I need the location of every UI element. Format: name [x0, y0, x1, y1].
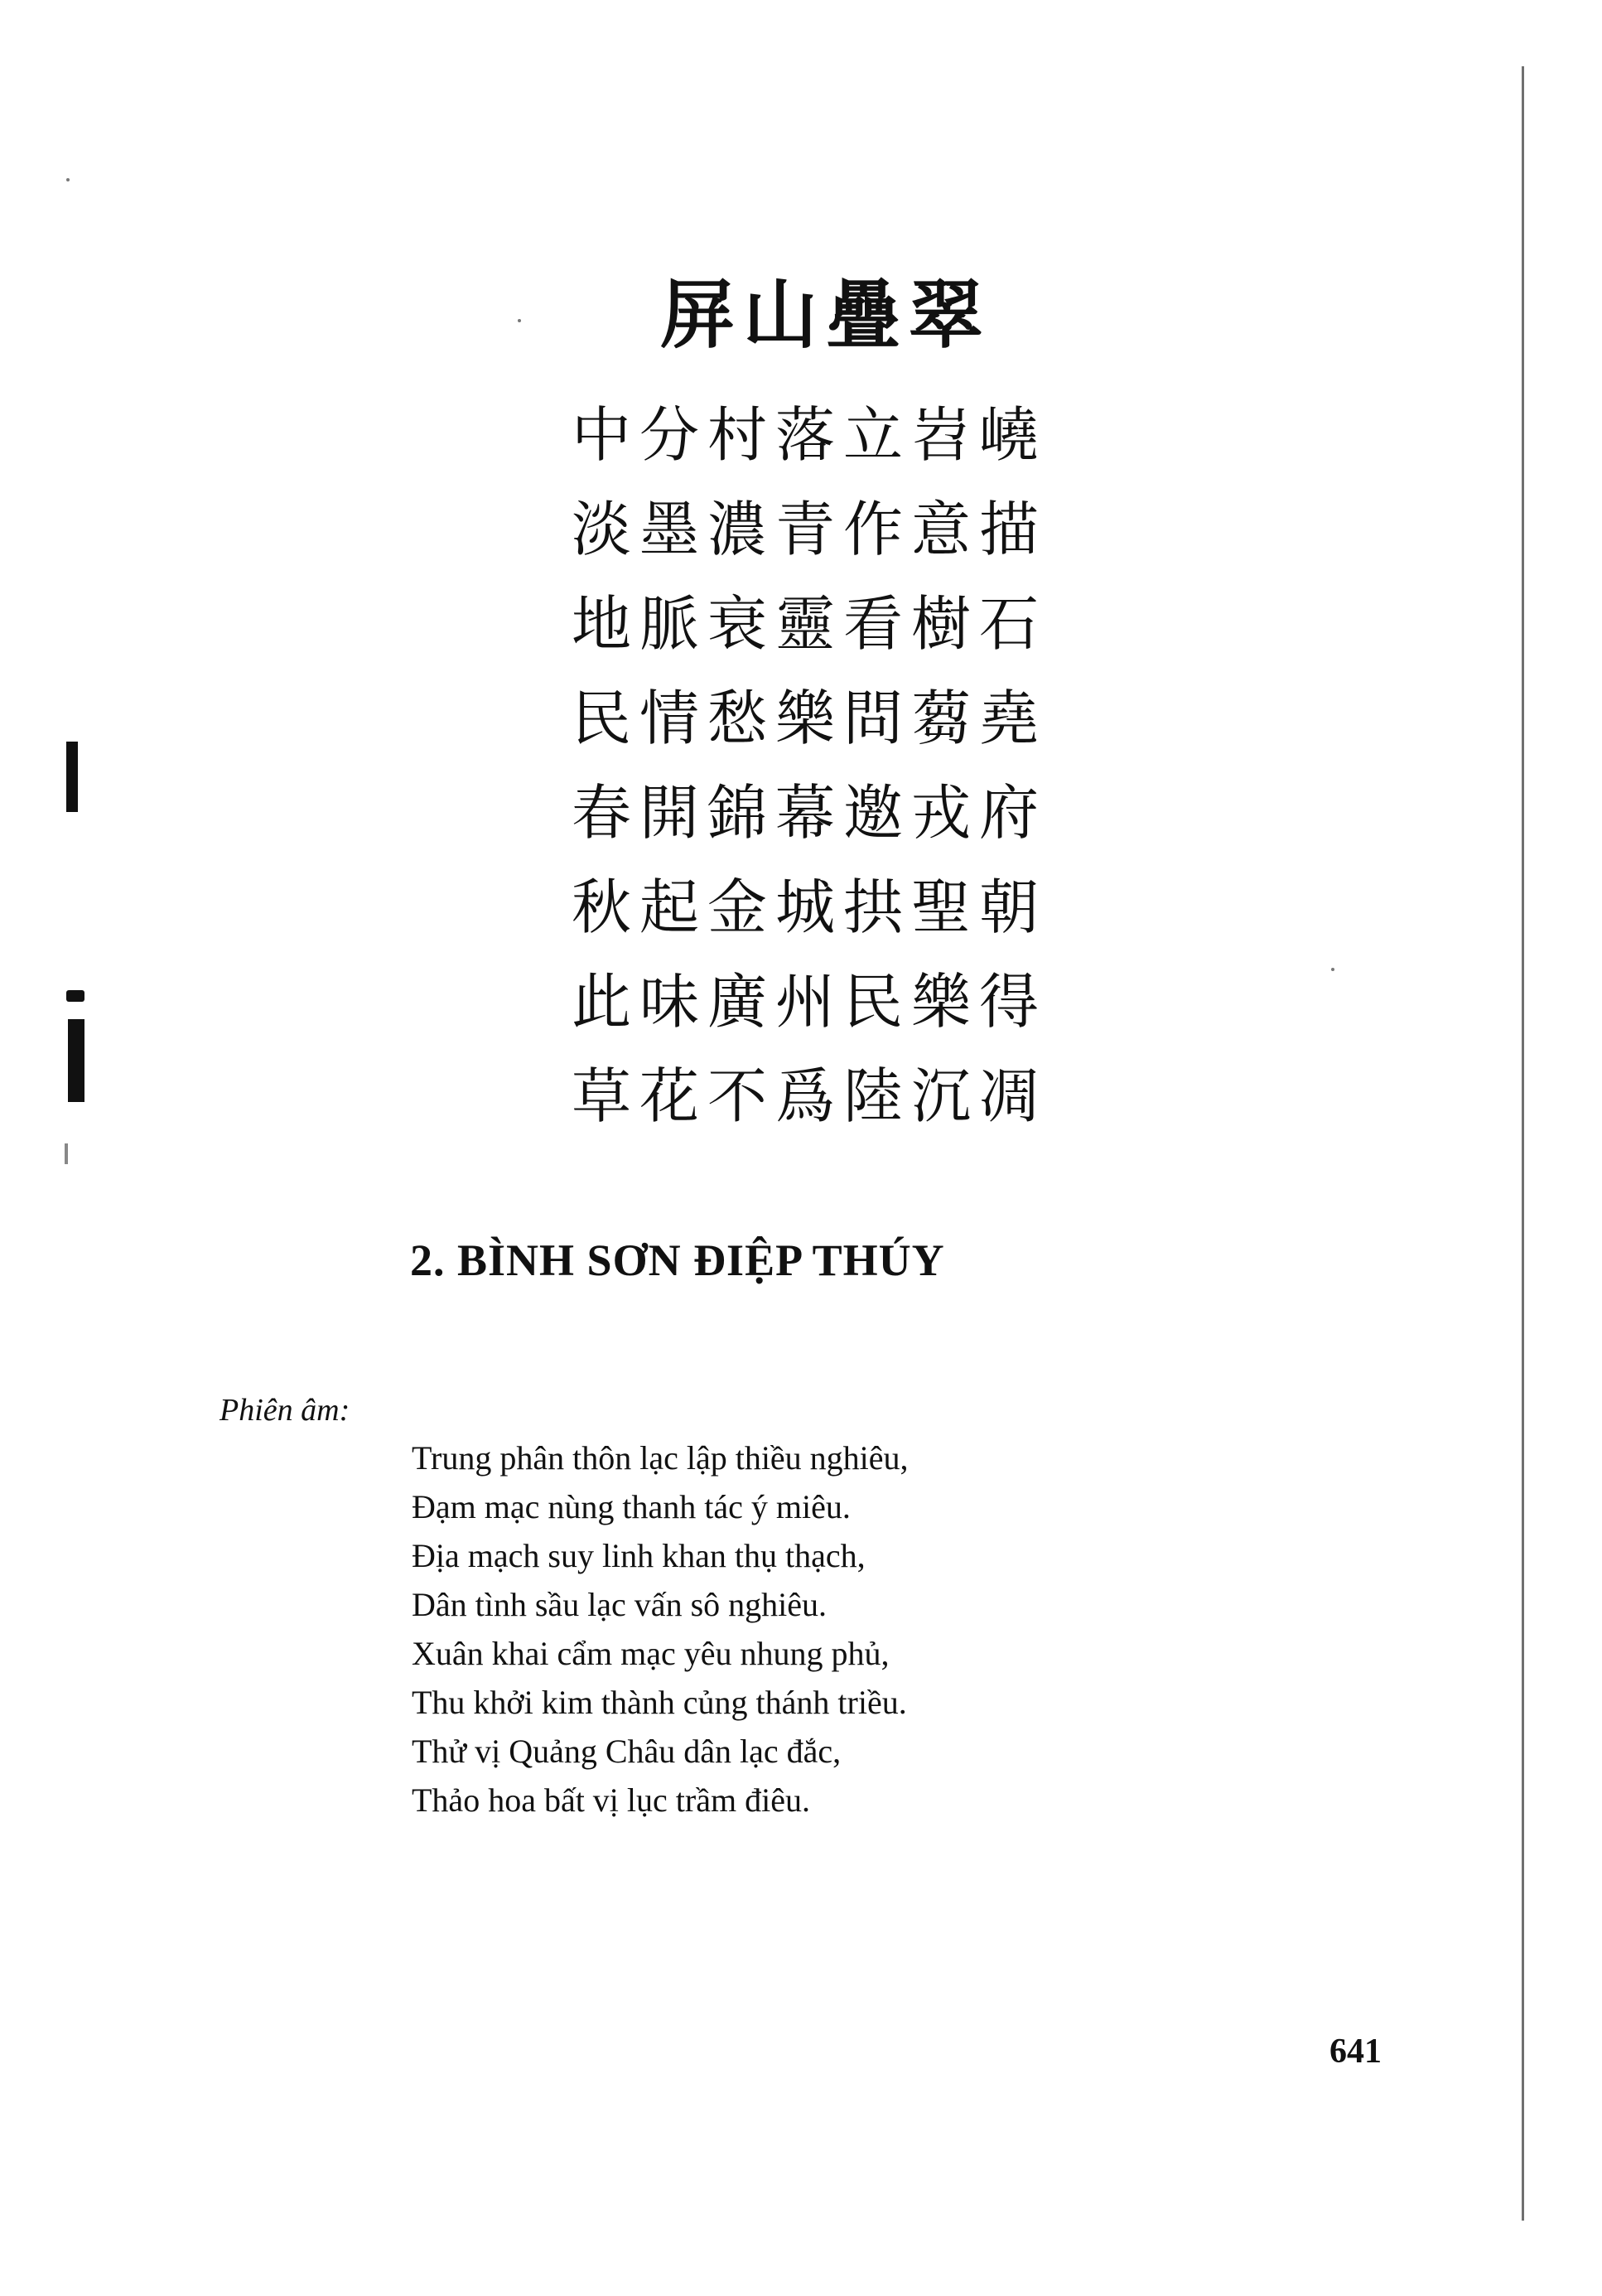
binding-mark [66, 990, 84, 1002]
section-heading: 2. BÌNH SƠN ĐIỆP THÚY [410, 1235, 945, 1285]
han-poem-title: 屏山疊翠 [660, 271, 992, 359]
transliteration-line: Thảo hoa bất vị lục trầm điêu. [412, 1781, 810, 1819]
transliteration-line: Xuân khai cẩm mạc yêu nhung phủ, [412, 1635, 890, 1672]
han-poem-line: 此味廣州民樂得 [572, 967, 1048, 1037]
transliteration-line: Đạm mạc nùng thanh tác ý miêu. [412, 1488, 851, 1525]
binding-mark [65, 1143, 68, 1164]
han-poem-line: 民情愁樂問蒭堯 [572, 684, 1048, 753]
binding-mark [66, 742, 78, 812]
vietnamese-transliteration [412, 1433, 909, 1825]
transliteration-line: Địa mạch suy linh khan thụ thạch, [412, 1537, 866, 1574]
scan-speck [66, 178, 70, 181]
page-edge-rule [1522, 66, 1524, 2221]
han-poem-line: 草花不爲陸沉凋 [572, 1061, 1048, 1131]
phien-am-label: Phiên âm: [220, 1393, 350, 1428]
binding-mark [68, 1019, 84, 1102]
page-number: 641 [1329, 2033, 1382, 2071]
han-poem [572, 388, 1047, 1143]
transliteration-line: Dân tình sầu lạc vấn sô nghiêu. [412, 1586, 827, 1623]
han-poem-line: 地脈衰靈看樹石 [572, 589, 1048, 659]
han-poem-line: 淡墨濃青作意描 [572, 495, 1048, 564]
scan-speck [1331, 968, 1334, 971]
transliteration-line: Thu khởi kim thành củng thánh triều. [412, 1684, 907, 1721]
han-poem-line: 春開錦幕邀戎府 [572, 778, 1048, 848]
transliteration-line: Trung phân thôn lạc lập thiều nghiêu, [412, 1439, 909, 1477]
han-poem-line: 中分村落立岧嶢 [572, 400, 1048, 470]
transliteration-line: Thử vị Quảng Châu dân lạc đắc, [412, 1733, 842, 1770]
han-poem-line: 秋起金城拱聖朝 [572, 872, 1048, 942]
